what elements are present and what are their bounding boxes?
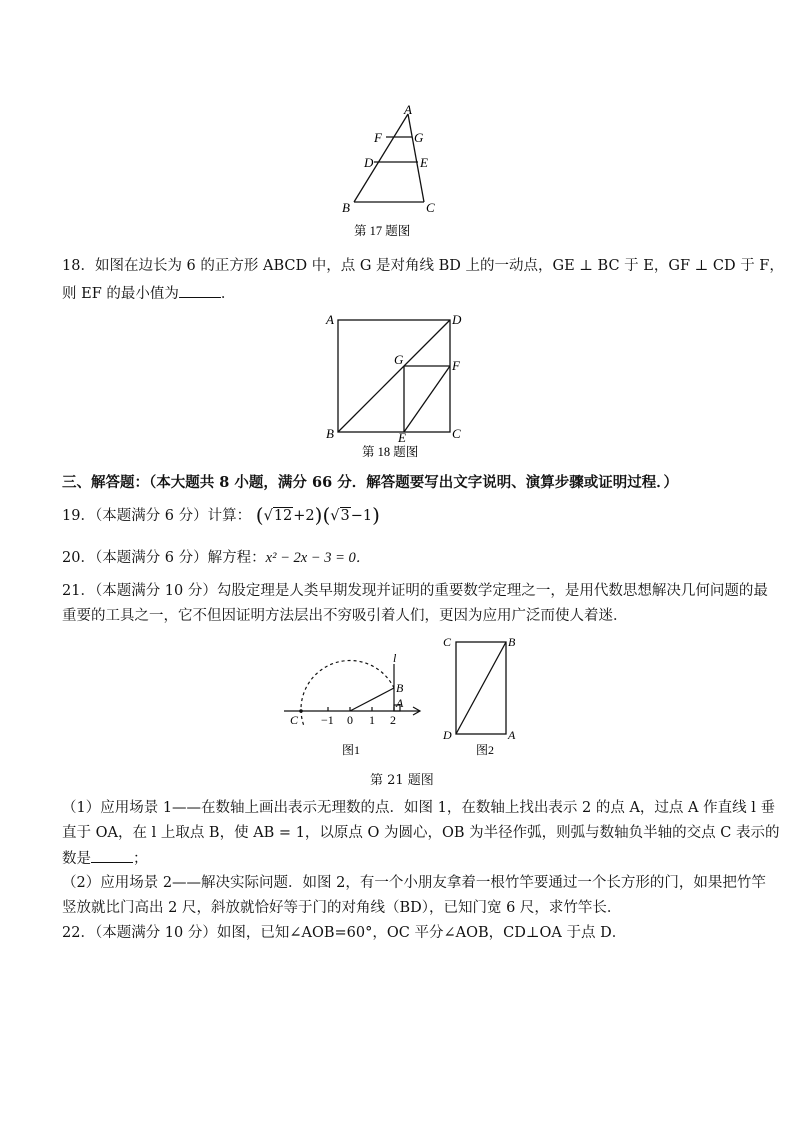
q21-p1-line3-end: ；	[133, 851, 148, 867]
fig17-label-E: E	[420, 155, 428, 170]
fig21-fig2-caption: 图2	[476, 743, 495, 757]
fig17-caption: 第 17 题图	[354, 224, 411, 238]
fig17-label-G: G	[414, 130, 424, 145]
q21-p2-line1: （2）应用场景 2——解决实际问题．如图 2，有一个小朋友拿着一根竹竿要通过一个长方形的门，如果把竹竿	[62, 875, 766, 891]
fig18-caption: 第 18 题图	[362, 445, 419, 459]
fig21-label-l: l	[393, 651, 397, 665]
fig18-label-A: A	[326, 312, 334, 327]
q19-sqrt-sign-2: √	[330, 508, 340, 524]
fig21-tick-2: 2	[390, 713, 396, 727]
q21-p2-line2: 竖放就比门高出 2 尺，斜放就恰好等于门的对角线（BD），已知门宽 6 尺，求竹竿长．	[62, 900, 622, 916]
fig21-label-A: A	[396, 696, 404, 710]
fig17-label-F: F	[374, 130, 382, 145]
q18-line1: 18．如图在边长为 6 的正方形 ABCD 中，点 G 是对角线 BD 上的一动点，GE ⊥ BC 于 E，GF ⊥ CD 于 F，	[62, 258, 784, 274]
fig21-fig2-label-D: D	[443, 728, 452, 742]
fig21-fig2-label-A: A	[508, 728, 516, 742]
fig18-label-D: D	[452, 312, 462, 327]
fig21-label-B: B	[396, 681, 404, 695]
figure-21-fig2	[438, 632, 528, 760]
figure-21-fig1	[280, 644, 430, 760]
fig21-tick-0: 0	[347, 713, 353, 727]
fig17-label-C: C	[426, 200, 435, 215]
q19-sqrt-sign: √	[263, 508, 273, 524]
q21-answer-blank[interactable]	[91, 848, 133, 863]
fig21-fig1-caption: 图1	[342, 743, 361, 757]
q18-answer-blank[interactable]	[179, 283, 221, 298]
q19-prefix: 19．（本题满分 6 分）计算：	[62, 508, 252, 524]
fig18-label-F: F	[452, 358, 460, 373]
fig21-fig2-label-C: C	[443, 635, 452, 649]
fig21-caption: 第 21 题图	[370, 773, 434, 788]
q19-sqrt3: 3	[340, 508, 350, 524]
q20-equation: x² − 2x − 3 = 0．	[265, 550, 371, 566]
fig17-label-B: B	[342, 200, 350, 215]
fig18-label-G: G	[394, 352, 404, 367]
q21-line2: 重要的工具之一，它不但因证明方法层出不穷吸引着人们，更因为应用广泛而使人着迷．	[62, 608, 628, 624]
fig21-tick-1: 1	[369, 713, 375, 727]
fig21-tick-minus1: −1	[321, 713, 334, 727]
q22-line1: 22．（本题满分 10 分）如图，已知∠AOB=60°，OC 平分∠AOB，CD⊥OA 于点 D．	[62, 925, 627, 941]
figure-17	[330, 104, 450, 244]
fig21-fig2-label-B: B	[508, 635, 516, 649]
q19-sqrt12: 12	[273, 508, 293, 524]
fig17-label-D: D	[364, 155, 374, 170]
figure-18	[322, 308, 472, 460]
q21-p1-line1: （1）应用场景 1——在数轴上画出表示无理数的点．如图 1，在数轴上找出表示 2 的点 A，过点 A 作直线 l 垂	[62, 800, 775, 816]
section-3-heading: 三、解答题：（本大题共 8 小题，满分 66 分．解答题要写出文字说明、演算步骤或证明过程．）	[62, 474, 678, 491]
fig18-label-E: E	[398, 430, 406, 445]
fig21-label-C: C	[290, 713, 299, 727]
q19-plus2: +2	[293, 508, 315, 524]
q21-p1-line3-text: 数是	[62, 851, 91, 867]
fig17-label-A: A	[404, 104, 412, 117]
q21-line1: 21．（本题满分 10 分）勾股定理是人类早期发现并证明的重要数学定理之一，是用代数思想解决几何问题的最	[62, 583, 768, 599]
q20-prefix: 20．（本题满分 6 分）解方程：	[62, 550, 266, 566]
q18-line2-end: ．	[220, 286, 236, 302]
fig18-label-B: B	[326, 426, 334, 441]
q21-p1-line2: 直于 OA，在 l 上取点 B，使 AB = 1，以原点 O 为圆心，OB 为半径作弧，则弧与数轴负半轴的交点 C 表示的	[62, 825, 780, 841]
q19-line: 19．（本题满分 6 分）计算： (√12+2)(√3−1)	[62, 503, 380, 527]
fig18-label-C: C	[452, 426, 461, 441]
q20-line	[62, 548, 370, 568]
q21-p1-line3	[62, 848, 148, 869]
q18-line2	[62, 283, 235, 304]
q18-line2-text: 则 EF 的最小值为	[62, 286, 179, 302]
q19-minus1: −1	[350, 508, 373, 524]
